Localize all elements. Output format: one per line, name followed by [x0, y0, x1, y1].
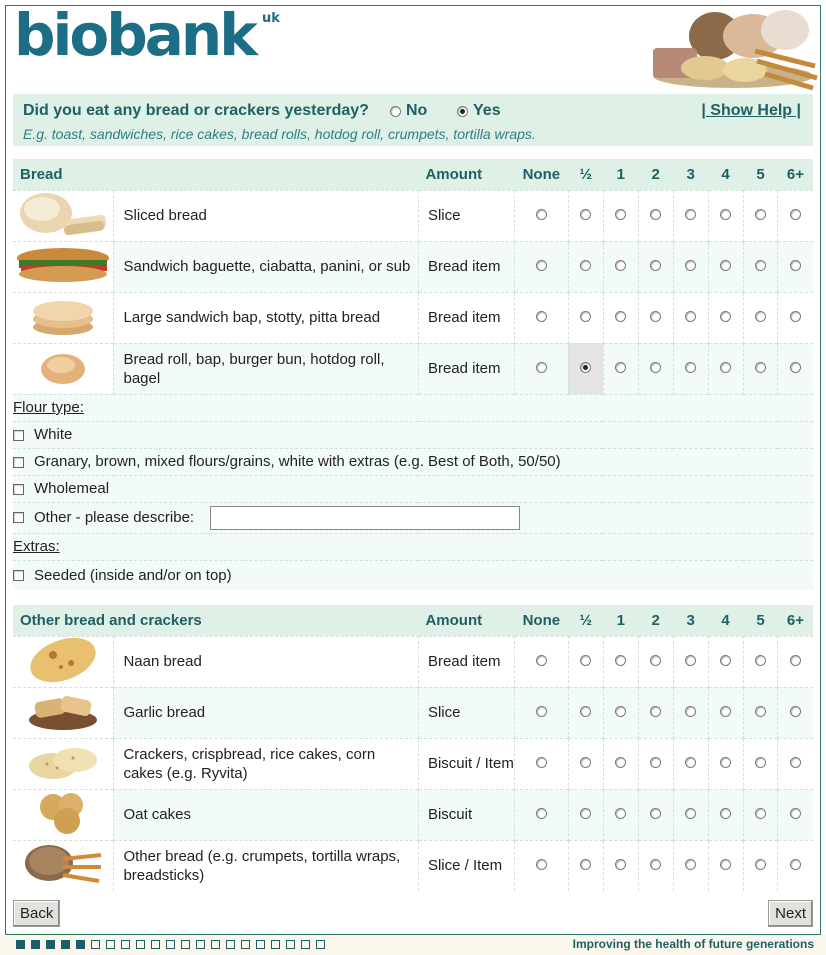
col-half: ½ — [568, 605, 603, 636]
quantity-cell[interactable] — [708, 241, 743, 292]
quantity-radio[interactable] — [650, 859, 661, 870]
progress-step — [256, 940, 265, 949]
quantity-radio[interactable] — [755, 808, 766, 819]
no-radio[interactable] — [390, 106, 401, 117]
progress-step — [31, 940, 40, 949]
quantity-radio[interactable] — [650, 808, 661, 819]
quantity-radio[interactable] — [615, 655, 626, 666]
naan-icon — [13, 636, 114, 687]
quantity-radio[interactable] — [580, 808, 591, 819]
quantity-radio[interactable] — [615, 808, 626, 819]
progress-step — [61, 940, 70, 949]
quantity-cell[interactable] — [673, 190, 708, 241]
quantity-cell[interactable] — [603, 241, 638, 292]
question-text: Did you eat any bread or crackers yesterday? — [23, 102, 369, 119]
quantity-radio[interactable] — [580, 859, 591, 870]
quantity-radio[interactable] — [790, 859, 801, 870]
food-item-amount: Bread item — [418, 241, 514, 292]
col-3: 3 — [673, 605, 708, 636]
bread-item-row — [13, 241, 813, 292]
flour-granary-option[interactable] — [13, 448, 813, 475]
food-item-amount: Biscuit — [418, 789, 514, 840]
other-bread-item-row — [13, 789, 813, 840]
seeded-checkbox[interactable] — [13, 570, 24, 581]
flour-white-option[interactable] — [13, 421, 813, 448]
quantity-radio[interactable] — [720, 311, 731, 322]
option-yes-label: Yes — [473, 102, 501, 119]
quantity-radio[interactable] — [685, 209, 696, 220]
quantity-cell[interactable] — [708, 190, 743, 241]
food-item-name: Bread roll, bap, burger bun, hotdog roll, bagel — [114, 343, 418, 394]
flour-granary-label: Granary, brown, mixed flours/grains, white with extras (e.g. Best of Both, 50/50) — [34, 453, 561, 470]
quantity-cell[interactable] — [568, 343, 603, 394]
food-item-name: Other bread (e.g. crumpets, tortilla wraps, breadsticks) — [114, 840, 419, 891]
quantity-radio[interactable] — [685, 859, 696, 870]
quantity-cell[interactable] — [638, 636, 673, 687]
quantity-cell[interactable] — [514, 738, 568, 789]
quantity-cell[interactable] — [514, 636, 568, 687]
quantity-radio[interactable] — [536, 757, 547, 768]
pitta-icon — [13, 292, 114, 343]
quantity-radio[interactable] — [720, 706, 731, 717]
quantity-cell[interactable] — [568, 190, 603, 241]
flour-other-option[interactable] — [13, 502, 813, 533]
quantity-cell[interactable] — [603, 343, 638, 394]
extras-seeded-option[interactable] — [13, 560, 813, 590]
flour-type-label: Flour type: — [13, 394, 813, 421]
quantity-radio[interactable] — [685, 706, 696, 717]
quantity-radio[interactable] — [685, 655, 696, 666]
flour-other-label: Other - please describe: — [34, 508, 195, 526]
quantity-cell[interactable] — [673, 687, 708, 738]
quantity-cell[interactable] — [568, 687, 603, 738]
progress-indicator — [16, 940, 325, 949]
quantity-cell[interactable] — [743, 343, 778, 394]
food-item-name: Crackers, crispbread, rice cakes, corn cakes (e.g. Ryvita) — [114, 738, 419, 789]
progress-step — [181, 940, 190, 949]
quantity-radio[interactable] — [580, 706, 591, 717]
quantity-radio[interactable] — [790, 260, 801, 271]
flour-wholemeal-option[interactable] — [13, 475, 813, 502]
garlic-bread-icon — [13, 687, 114, 738]
flour-option-row — [13, 502, 813, 533]
food-item-name: Sliced bread — [114, 190, 418, 241]
quantity-cell[interactable] — [708, 840, 743, 891]
food-item-amount: Bread item — [418, 636, 514, 687]
progress-step — [16, 940, 25, 949]
crackers-icon — [13, 738, 114, 789]
quantity-radio[interactable] — [720, 655, 731, 666]
quantity-cell[interactable] — [638, 687, 673, 738]
bread-roll-icon — [13, 343, 114, 394]
quantity-radio[interactable] — [755, 311, 766, 322]
quantity-cell[interactable] — [514, 241, 568, 292]
quantity-cell[interactable] — [638, 190, 673, 241]
other-bread-item-row — [13, 687, 813, 738]
other-bread-item-row — [13, 840, 813, 891]
quantity-radio[interactable] — [755, 655, 766, 666]
progress-step — [91, 940, 100, 949]
quantity-radio[interactable] — [536, 260, 547, 271]
progress-step — [76, 940, 85, 949]
quantity-radio[interactable] — [580, 362, 591, 373]
quantity-radio[interactable] — [536, 209, 547, 220]
quantity-radio[interactable] — [790, 311, 801, 322]
section-title: Other bread and crackers — [13, 605, 418, 636]
extras-heading-row — [13, 533, 813, 560]
quantity-radio[interactable] — [615, 757, 626, 768]
baguette-icon — [13, 241, 114, 292]
progress-step — [211, 940, 220, 949]
extras-option-row — [13, 560, 813, 590]
sliced-bread-icon — [13, 190, 114, 241]
flour-option-row — [13, 421, 813, 448]
quantity-radio[interactable] — [755, 209, 766, 220]
quantity-radio[interactable] — [755, 706, 766, 717]
quantity-radio[interactable] — [536, 655, 547, 666]
progress-step — [301, 940, 310, 949]
quantity-cell[interactable] — [603, 738, 638, 789]
question-box — [13, 94, 813, 146]
quantity-cell[interactable] — [603, 789, 638, 840]
quantity-radio[interactable] — [650, 311, 661, 322]
quantity-cell[interactable] — [708, 292, 743, 343]
option-yes[interactable] — [457, 102, 501, 120]
quantity-radio[interactable] — [720, 808, 731, 819]
progress-step — [226, 940, 235, 949]
progress-step — [271, 940, 280, 949]
quantity-radio[interactable] — [650, 260, 661, 271]
quantity-radio[interactable] — [720, 209, 731, 220]
col-3: 3 — [673, 159, 708, 190]
quantity-cell[interactable] — [568, 292, 603, 343]
progress-step — [121, 940, 130, 949]
quantity-cell[interactable] — [778, 292, 813, 343]
quantity-cell[interactable] — [743, 636, 778, 687]
quantity-cell[interactable] — [514, 840, 568, 891]
amount-header: Amount — [418, 605, 514, 636]
quantity-cell[interactable] — [514, 292, 568, 343]
progress-step — [166, 940, 175, 949]
col-5: 5 — [743, 605, 778, 636]
quantity-radio[interactable] — [755, 362, 766, 373]
quantity-radio[interactable] — [615, 859, 626, 870]
quantity-radio[interactable] — [755, 757, 766, 768]
quantity-radio[interactable] — [790, 362, 801, 373]
food-item-amount: Bread item — [418, 343, 514, 394]
option-no[interactable] — [390, 102, 427, 120]
quantity-radio[interactable] — [790, 655, 801, 666]
flour-wholemeal-label: Wholemeal — [34, 480, 110, 497]
quantity-cell[interactable] — [778, 687, 813, 738]
quantity-radio[interactable] — [650, 209, 661, 220]
granary-checkbox[interactable] — [13, 457, 24, 468]
quantity-cell[interactable] — [603, 636, 638, 687]
col-2: 2 — [638, 159, 673, 190]
other-bread-table — [13, 605, 813, 891]
quantity-cell[interactable] — [568, 738, 603, 789]
quantity-radio[interactable] — [536, 362, 547, 373]
quantity-cell[interactable] — [743, 789, 778, 840]
flour-type-heading-row — [13, 394, 813, 421]
quantity-radio[interactable] — [790, 706, 801, 717]
quantity-cell[interactable] — [673, 738, 708, 789]
quantity-radio[interactable] — [615, 209, 626, 220]
other-header-row — [13, 605, 813, 636]
col-1: 1 — [603, 605, 638, 636]
col-none: None — [514, 605, 568, 636]
quantity-radio[interactable] — [580, 311, 591, 322]
col-6plus: 6+ — [778, 159, 813, 190]
quantity-cell[interactable] — [743, 687, 778, 738]
quantity-cell[interactable] — [743, 190, 778, 241]
quantity-radio[interactable] — [536, 311, 547, 322]
quantity-cell[interactable] — [568, 789, 603, 840]
extras-seeded-label: Seeded (inside and/or on top) — [34, 566, 232, 584]
food-item-amount: Bread item — [418, 292, 514, 343]
progress-step — [151, 940, 160, 949]
extras-label: Extras: — [13, 533, 813, 560]
quantity-cell[interactable] — [673, 840, 708, 891]
food-item-amount: Biscuit / Item — [418, 738, 514, 789]
other-bread-icon — [13, 840, 114, 891]
quantity-radio[interactable] — [790, 808, 801, 819]
quantity-cell[interactable] — [708, 738, 743, 789]
back-button[interactable]: Back — [13, 900, 60, 927]
quantity-radio[interactable] — [580, 655, 591, 666]
quantity-cell[interactable] — [638, 241, 673, 292]
quantity-cell[interactable] — [778, 789, 813, 840]
other-bread-item-row — [13, 636, 813, 687]
quantity-radio[interactable] — [685, 311, 696, 322]
progress-step — [46, 940, 55, 949]
flour-option-row — [13, 448, 813, 475]
quantity-cell[interactable] — [673, 241, 708, 292]
flour-white-label: White — [34, 426, 73, 443]
quantity-cell[interactable] — [778, 840, 813, 891]
quantity-radio[interactable] — [685, 757, 696, 768]
quantity-cell[interactable] — [568, 840, 603, 891]
col-4: 4 — [708, 159, 743, 190]
quantity-cell[interactable] — [778, 190, 813, 241]
col-2: 2 — [638, 605, 673, 636]
quantity-cell[interactable] — [708, 636, 743, 687]
quantity-cell[interactable] — [638, 292, 673, 343]
option-no-label: No — [406, 102, 428, 119]
quantity-radio[interactable] — [720, 757, 731, 768]
question-hint: E.g. toast, sandwiches, rice cakes, bread rolls, hotdog roll, crumpets, tortilla wraps. — [23, 126, 536, 142]
quantity-cell[interactable] — [673, 636, 708, 687]
progress-step — [316, 940, 325, 949]
quantity-radio[interactable] — [580, 757, 591, 768]
quantity-cell[interactable] — [743, 738, 778, 789]
quantity-cell[interactable] — [708, 343, 743, 394]
show-help-link[interactable]: | Show Help | — [701, 102, 801, 119]
yes-radio[interactable] — [457, 106, 468, 117]
other-checkbox[interactable] — [13, 512, 24, 523]
quantity-radio[interactable] — [720, 859, 731, 870]
quantity-radio[interactable] — [650, 706, 661, 717]
quantity-cell[interactable] — [603, 190, 638, 241]
quantity-radio[interactable] — [685, 808, 696, 819]
oat-cakes-icon — [13, 789, 114, 840]
tagline: Improving the health of future generations — [572, 937, 814, 951]
food-item-amount: Slice — [418, 687, 514, 738]
food-item-name: Oat cakes — [114, 789, 419, 840]
quantity-radio[interactable] — [720, 362, 731, 373]
progress-step — [286, 940, 295, 949]
quantity-radio[interactable] — [720, 260, 731, 271]
quantity-radio[interactable] — [536, 808, 547, 819]
quantity-radio[interactable] — [615, 260, 626, 271]
progress-step — [106, 940, 115, 949]
quantity-cell[interactable] — [743, 292, 778, 343]
quantity-radio[interactable] — [580, 260, 591, 271]
quantity-cell[interactable] — [638, 343, 673, 394]
wholemeal-checkbox[interactable] — [13, 484, 24, 495]
quantity-radio[interactable] — [790, 209, 801, 220]
quantity-radio[interactable] — [650, 757, 661, 768]
quantity-radio[interactable] — [755, 859, 766, 870]
quantity-cell[interactable] — [568, 636, 603, 687]
quantity-radio[interactable] — [615, 311, 626, 322]
quantity-radio[interactable] — [650, 655, 661, 666]
quantity-radio[interactable] — [685, 260, 696, 271]
quantity-cell[interactable] — [778, 738, 813, 789]
next-button[interactable]: Next — [768, 900, 813, 927]
quantity-radio[interactable] — [790, 757, 801, 768]
progress-step — [136, 940, 145, 949]
food-item-name: Sandwich baguette, ciabatta, panini, or sub — [114, 241, 418, 292]
bread-header-row — [13, 159, 813, 190]
quantity-radio[interactable] — [536, 859, 547, 870]
quantity-radio[interactable] — [615, 706, 626, 717]
quantity-cell[interactable] — [673, 789, 708, 840]
quantity-cell[interactable] — [778, 343, 813, 394]
quantity-cell[interactable] — [514, 687, 568, 738]
logo-text: biobank — [14, 1, 255, 69]
quantity-cell[interactable] — [514, 343, 568, 394]
quantity-cell[interactable] — [603, 687, 638, 738]
quantity-cell[interactable] — [638, 840, 673, 891]
bread-basket-image — [645, 6, 821, 92]
quantity-radio[interactable] — [650, 362, 661, 373]
col-5: 5 — [743, 159, 778, 190]
quantity-cell[interactable] — [673, 292, 708, 343]
flour-option-row — [13, 475, 813, 502]
white-checkbox[interactable] — [13, 430, 24, 441]
section-title: Bread — [13, 159, 418, 190]
quantity-radio[interactable] — [536, 706, 547, 717]
quantity-cell[interactable] — [778, 241, 813, 292]
quantity-cell[interactable] — [568, 241, 603, 292]
progress-step — [196, 940, 205, 949]
progress-step — [241, 940, 250, 949]
quantity-cell[interactable] — [743, 241, 778, 292]
food-item-name: Naan bread — [114, 636, 419, 687]
quantity-cell[interactable] — [638, 789, 673, 840]
bread-item-row — [13, 292, 813, 343]
amount-header: Amount — [418, 159, 514, 190]
biobank-logo — [14, 1, 280, 69]
logo-suffix: uk — [262, 11, 280, 26]
quantity-cell[interactable] — [514, 789, 568, 840]
quantity-cell[interactable] — [603, 840, 638, 891]
quantity-radio[interactable] — [580, 209, 591, 220]
quantity-radio[interactable] — [755, 260, 766, 271]
food-item-name: Large sandwich bap, stotty, pitta bread — [114, 292, 418, 343]
quantity-cell[interactable] — [638, 738, 673, 789]
quantity-cell[interactable] — [514, 190, 568, 241]
col-6plus: 6+ — [778, 605, 813, 636]
quantity-cell[interactable] — [743, 840, 778, 891]
food-item-amount: Slice — [418, 190, 514, 241]
food-item-name: Garlic bread — [114, 687, 419, 738]
quantity-cell[interactable] — [673, 343, 708, 394]
col-none: None — [514, 159, 568, 190]
quantity-cell[interactable] — [708, 687, 743, 738]
col-4: 4 — [708, 605, 743, 636]
bread-table — [13, 159, 813, 590]
quantity-cell[interactable] — [708, 789, 743, 840]
col-1: 1 — [603, 159, 638, 190]
quantity-cell[interactable] — [778, 636, 813, 687]
other-bread-item-row — [13, 738, 813, 789]
quantity-radio[interactable] — [685, 362, 696, 373]
col-half: ½ — [568, 159, 603, 190]
bread-item-row — [13, 190, 813, 241]
quantity-radio[interactable] — [615, 362, 626, 373]
other-describe-input[interactable] — [210, 506, 520, 530]
bread-item-row — [13, 343, 813, 394]
quantity-cell[interactable] — [603, 292, 638, 343]
food-item-amount: Slice / Item — [418, 840, 514, 891]
